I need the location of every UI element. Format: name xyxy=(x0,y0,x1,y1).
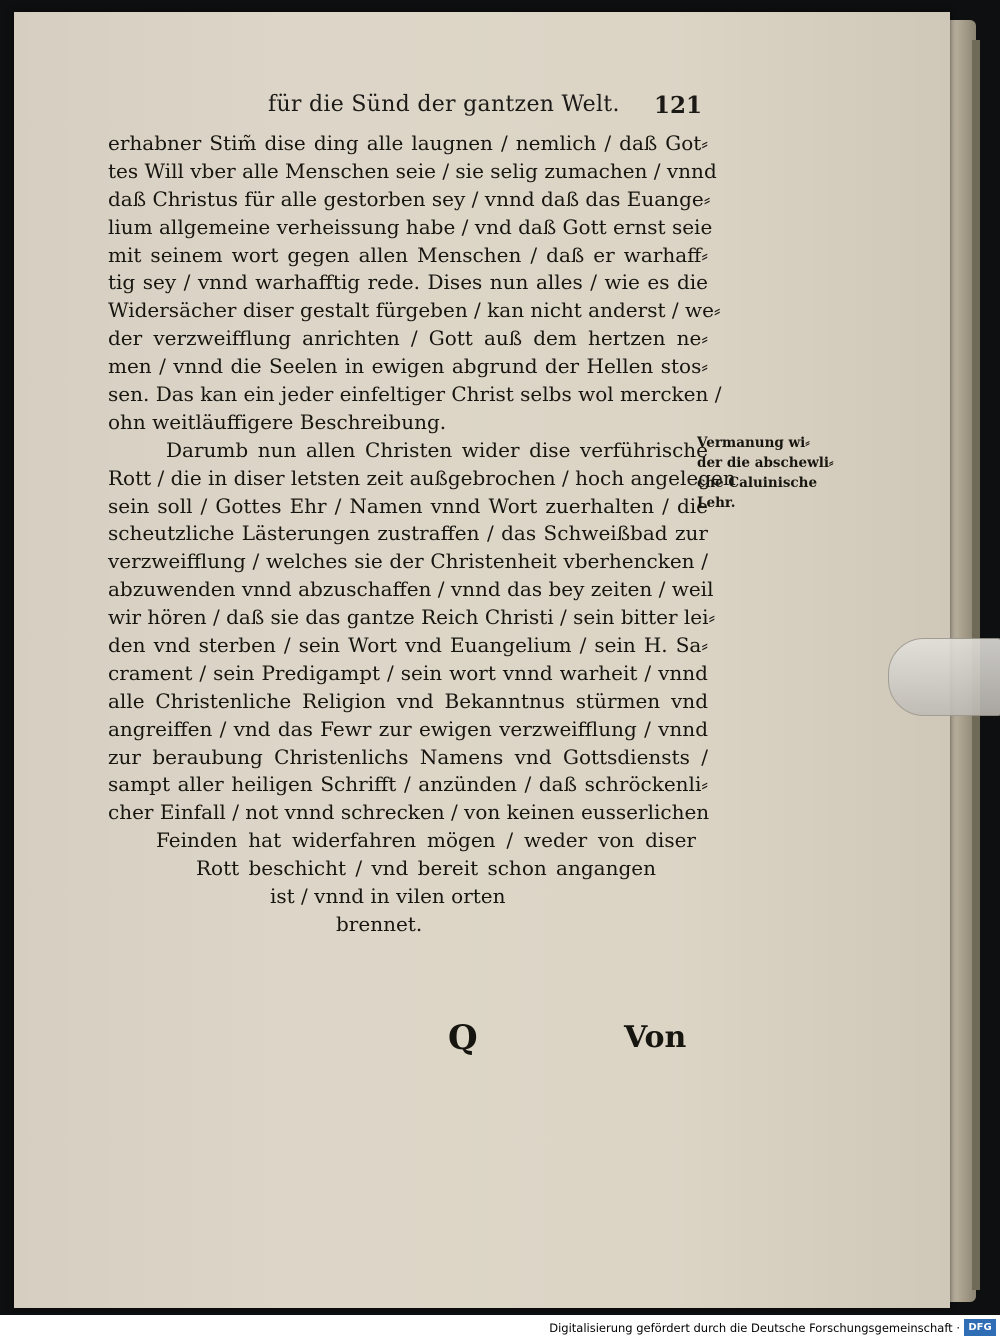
page-number: 121 xyxy=(654,92,703,119)
text-line: sein soll / Gottes Ehr / Namen vnnd Wort zuerhalten / die xyxy=(108,493,708,518)
text-line: erhabner Stim̃ dise ding alle laugnen / nemlich / daß Got⸗ xyxy=(108,131,708,155)
marginal-note-line: Vermanung wi⸗ xyxy=(697,435,810,451)
running-head: für die Sünd der gantzen Welt. xyxy=(268,92,620,117)
text-line: lium allgemeine verheissung habe / vnd daß Gott ernst seie xyxy=(108,214,713,239)
text-line: den vnd sterben / sein Wort vnd Euangelium / sein H. Sa⸗ xyxy=(108,633,708,658)
text-line: ist / vnnd in vilen orten xyxy=(270,884,506,909)
text-line: sampt aller heiligen Schrifft / anzünden / daß schröckenli⸗ xyxy=(108,772,708,797)
text-line: zur beraubung Christenlichs Namens vnd Gottsdiensts / xyxy=(108,744,708,769)
text-line: Widersächer diser gestalt fürgeben / kan nicht anderst / we⸗ xyxy=(108,298,721,323)
text-line: Feinden hat widerfahren mögen / weder von diser xyxy=(156,828,696,853)
marginal-note-line: che Caluinische xyxy=(697,475,818,491)
text-line: daß Christus für alle gestorben sey / vnnd daß das Euange⸗ xyxy=(108,186,711,211)
text-line: abzuwenden vnnd abzuschaffen / vnnd das bey zeiten / weil xyxy=(108,577,714,602)
marginal-note-line: der die abschewli⸗ xyxy=(697,455,834,471)
text-line: crament / sein Predigampt / sein wort vnnd warheit / vnnd xyxy=(108,660,708,685)
text-line: brennet. xyxy=(336,911,423,936)
text-line: wir hören / daß sie das gantze Reich Christi / sein bitter lei⸗ xyxy=(108,605,716,630)
text-line: Rott / die in diser letsten zeit außgebrochen / hoch angelegen xyxy=(108,465,736,490)
text-line: scheutzliche Lästerungen zustraffen / das Schweißbad zur xyxy=(108,521,708,546)
text-line: Rott beschicht / vnd bereit schon angangen xyxy=(196,856,656,881)
marginal-note-line: Lehr. xyxy=(697,495,736,511)
marginal-note xyxy=(697,433,845,513)
text-line: der verzweifflung anrichten / Gott auß dem hertzen ne⸗ xyxy=(108,326,708,351)
text-line: tes Will vber alle Menschen seie / sie selig zumachen / vnnd xyxy=(108,158,717,183)
text-line: tig sey / vnnd warhafftig rede. Dises nun alles / wie es die xyxy=(108,270,708,295)
text-line: alle Christenliche Religion vnd Bekanntnus stürmen vnd xyxy=(108,688,708,713)
signature-mark: Q xyxy=(448,1018,478,1058)
funding-credit: Digitalisierung gefördert durch die Deutsche Forschungsgemeinschaft · xyxy=(549,1321,960,1335)
scanner-page-clip xyxy=(888,638,1000,716)
text-line: cher Einfall / not vnnd schrecken / von keinen eusserlichen xyxy=(108,800,710,825)
text-line: angreiffen / vnd das Fewr zur ewigen verzweifflung / vnnd xyxy=(108,716,708,741)
text-line: mit seinem wort gegen allen Menschen / daß er warhaff⸗ xyxy=(108,242,708,267)
catchword: Von xyxy=(624,1020,687,1055)
text-line: Darumb nun allen Christen wider dise verführische xyxy=(166,437,708,462)
footer-bar xyxy=(0,1315,1000,1341)
text-line: men / vnnd die Seelen in ewigen abgrund der Hellen stos⸗ xyxy=(108,354,708,379)
dfg-logo: DFG xyxy=(964,1319,996,1336)
text-line: verzweifflung / welches sie der Christenheit vberhencken / xyxy=(108,549,708,574)
text-line: ohn weitläuffigere Beschreibung. xyxy=(108,409,447,434)
text-line: sen. Das kan ein jeder einfeltiger Christ selbs wol mercken / xyxy=(108,382,722,407)
